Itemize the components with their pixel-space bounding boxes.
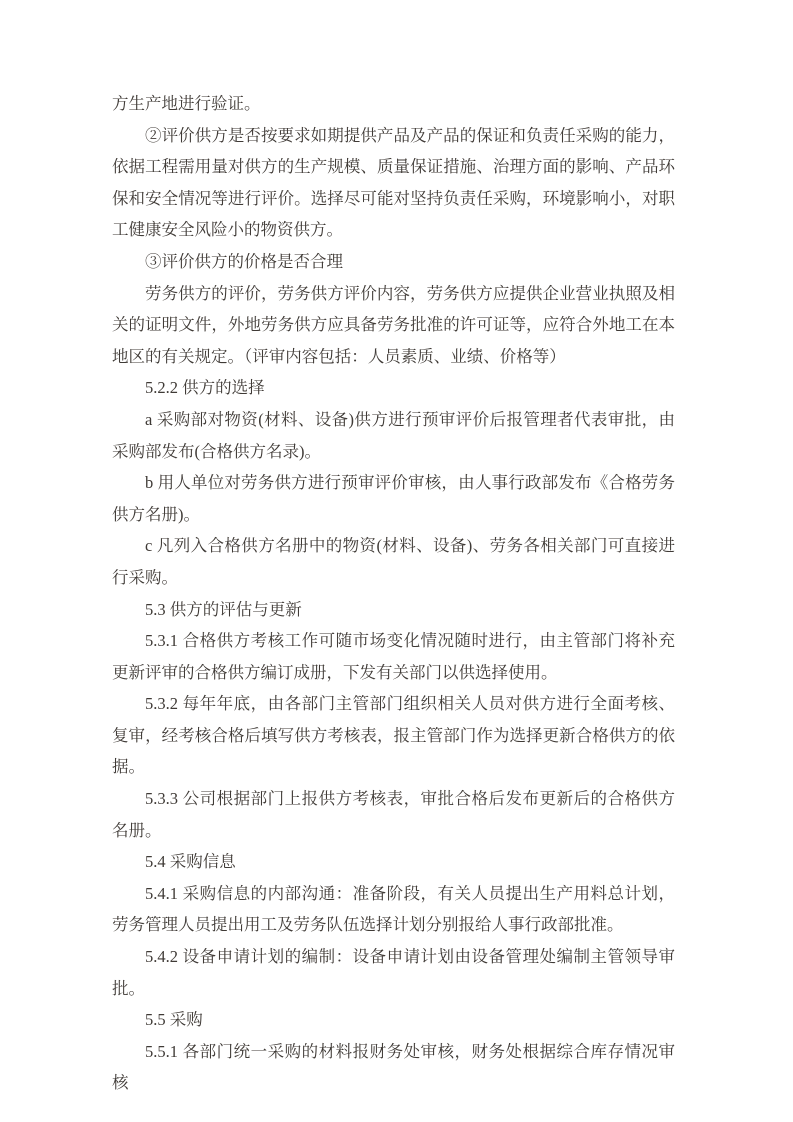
paragraph: 5.5.1 各部门统一采购的材料报财务处审核，财务处根据综合库存情况审核 xyxy=(112,1041,675,1093)
paragraph: 5.3.1 合格供方考核工作可随市场变化情况随时进行，由主管部门将补充更新评审的合格供方编订成册，下发有关部门以供选择使用。 xyxy=(112,631,675,682)
section-heading: 5.4 采购信息 xyxy=(145,852,236,872)
paragraph: 方生产地进行验证。 xyxy=(112,94,261,113)
paragraph: 5.3.3 公司根据部门上报供方考核表，审批合格后发布更新后的合格供方名册。 xyxy=(112,789,675,840)
paragraph: 5.4.2 设备申请计划的编制：设备申请计划由设备管理处编制主管领导审批。 xyxy=(112,947,675,998)
paragraph: ③评价供方的价格是否合理 xyxy=(145,251,343,271)
paragraph: 劳务供方的评价，劳务供方评价内容，劳务供方应提供企业营业执照及相关的证明文件，外地劳务供方应具备劳务批准的许可证等，应符合外地工在本地区的有关规定。（评审内容包括：人员素质、业绩、价格等） xyxy=(112,283,675,366)
section-heading: 5.3 供方的评估与更新 xyxy=(145,599,302,619)
document-body xyxy=(112,88,675,1099)
paragraph: a 采购部对物资(材料、设备)供方进行预审评价后报管理者代表审批，由采购部发布(合格供方名录)。 xyxy=(112,409,675,461)
section-heading: 5.5 采购 xyxy=(145,1010,203,1030)
paragraph: 5.3.2 每年年底，由各部门主管部门组织相关人员对供方进行全面考核、复审，经考核合格后填写供方考核表，报主管部门作为选择更新合格供方的依据。 xyxy=(112,694,675,777)
paragraph: 5.4.1 采购信息的内部沟通：准备阶段，有关人员提出生产用料总计划，劳务管理人员提出用工及劳务队伍选择计划分别报给人事行政部批准。 xyxy=(112,883,675,935)
section-heading: 5.2.2 供方的选择 xyxy=(145,378,265,398)
paragraph: b 用人单位对劳务供方进行预审评价审核，由人事行政部发布《合格劳务供方名册)。 xyxy=(112,473,675,524)
paragraph: c 凡列入合格供方名册中的物资(材料、设备)、劳务各相关部门可直接进行采购。 xyxy=(112,536,675,587)
paragraph: ②评价供方是否按要求如期提供产品及产品的保证和负责任采购的能力，依据工程需用量对供方的生产规模、质量保证措施、治理方面的影响、产品环保和安全情况等进行评价。选择尽可能对坚持负责任采购，环境影响小，对职工健康安全风险小的物资供方。 xyxy=(112,125,675,240)
